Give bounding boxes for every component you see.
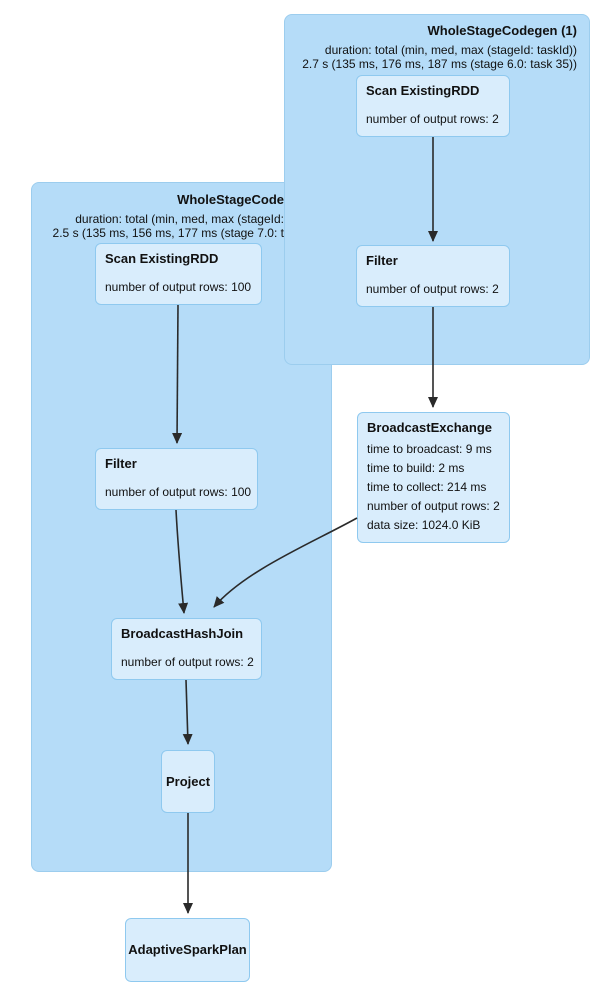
- duration-line-2: 2.7 s (135 ms, 176 ms, 187 ms (stage 6.0: task 35)): [302, 56, 577, 71]
- node-metric: data size: 1024.0 KiB: [367, 518, 481, 532]
- node-broadcasthashjoin[interactable]: [111, 618, 262, 680]
- node-filter-2[interactable]: [95, 448, 258, 510]
- node-title: Scan ExistingRDD: [366, 83, 480, 98]
- node-filter-1[interactable]: [356, 245, 510, 307]
- cluster-header: [302, 23, 577, 71]
- node-metric: time to broadcast: 9 ms: [367, 442, 492, 456]
- node-title: Project: [165, 773, 211, 789]
- node-title: Filter: [366, 253, 398, 268]
- node-metric: time to build: 2 ms: [367, 461, 465, 475]
- node-metrics: [367, 440, 500, 535]
- node-metric: number of output rows: 2: [366, 282, 499, 296]
- node-title: Filter: [105, 456, 137, 471]
- node-metric: number of output rows: 2: [121, 655, 254, 669]
- node-broadcastexchange[interactable]: [357, 412, 510, 543]
- cluster-header: [32, 192, 284, 240]
- node-scan-existingrdd-2[interactable]: [95, 243, 262, 305]
- cluster-wholestagecodegen-1: [284, 14, 590, 365]
- node-metric: number of output rows: 100: [105, 485, 252, 499]
- cluster-title: WholeStageCodegen (1): [427, 23, 577, 38]
- node-title: BroadcastExchange: [367, 420, 492, 435]
- duration-line-1: duration: total (min, med, max (stageId:: [75, 212, 284, 226]
- node-title: AdaptiveSparkPlan: [128, 942, 247, 957]
- node-title: Scan ExistingRDD: [105, 251, 219, 266]
- cluster-duration: [302, 44, 577, 71]
- node-scan-existingrdd-1[interactable]: [356, 75, 510, 137]
- node-adaptivesparkplan[interactable]: [125, 918, 250, 982]
- node-metric: number of output rows: 2: [367, 499, 500, 513]
- duration-line-1: duration: total (min, med, max (stageId: taskId)): [324, 43, 577, 57]
- duration-line-2: 2.5 s (135 ms, 156 ms, 177 ms (stage 7.0: t: [52, 225, 284, 240]
- cluster-title: WholeStageCode: [177, 192, 284, 207]
- cluster-duration: [32, 213, 284, 240]
- node-metric: number of output rows: 100: [105, 280, 252, 294]
- node-metric: number of output rows: 2: [366, 112, 499, 126]
- node-project[interactable]: [161, 750, 215, 813]
- node-title: BroadcastHashJoin: [121, 626, 244, 641]
- node-metric: time to collect: 214 ms: [367, 480, 487, 494]
